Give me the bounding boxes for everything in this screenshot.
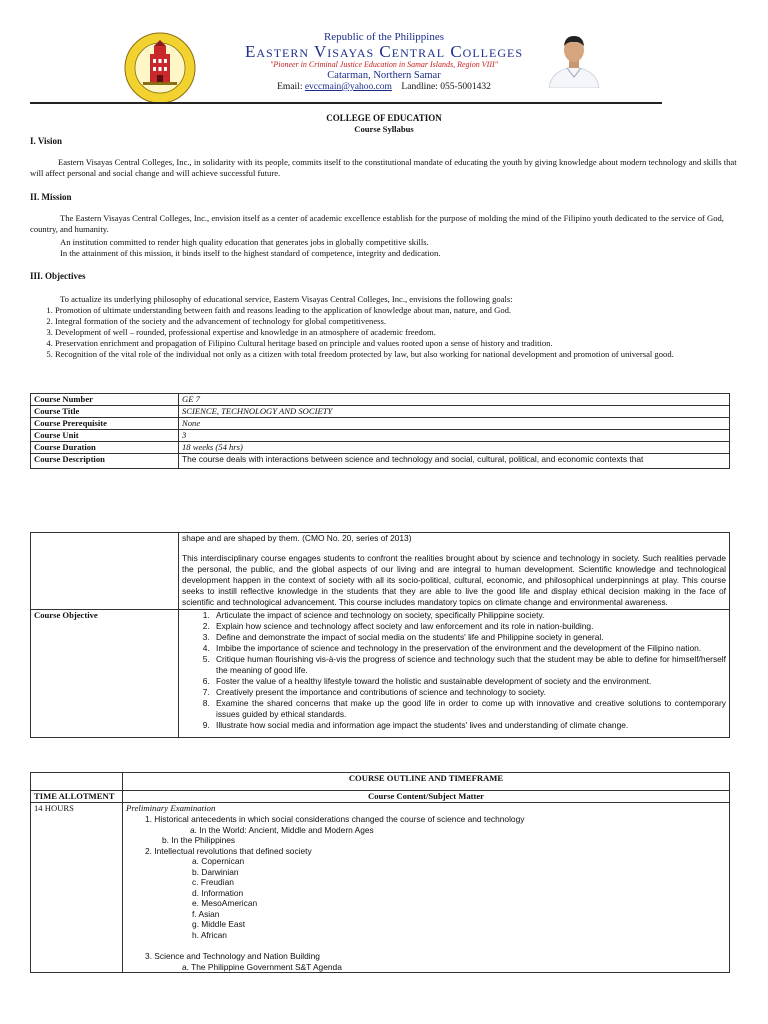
topic-2-item: h. African [192, 929, 227, 940]
course-prereq: None [179, 418, 730, 430]
topic-2-item: b. Darwinian [192, 866, 239, 877]
course-unit: 3 [179, 430, 730, 442]
topic-1: 1. Historical antecedents in which social considerations changed the course of science and technology [145, 814, 525, 824]
topic-2-item: f. Asian [192, 908, 220, 919]
table-row [31, 803, 730, 973]
table-row [31, 533, 730, 610]
course-description-label: Course Description [31, 454, 179, 469]
topic-2-item: a. Copernican [192, 856, 245, 866]
course-info-continued-table [30, 532, 730, 738]
course-duration: 18 weeks (54 hrs) [179, 442, 730, 454]
vision-heading: I. Vision [30, 136, 63, 146]
course-objective-item: 5. Critique human flourishing vis-à-vis the progress of science and technology such that the student may be able to define for himself/herself the meaning of good life. [212, 654, 726, 676]
time-allotment-label: TIME ALLOTMENT [31, 791, 123, 803]
course-title: SCIENCE, TECHNOLOGY AND SOCIETY [179, 406, 730, 418]
objectives-list [30, 305, 763, 360]
contact-line [0, 82, 768, 92]
course-number: GE 7 [179, 394, 730, 406]
topic-2-item: e. MesoAmerican [192, 898, 258, 908]
course-description-cell [179, 533, 730, 610]
table-row [31, 442, 730, 454]
topic-2-item: d. Information [192, 887, 244, 898]
course-unit-label: Course Unit [31, 430, 179, 442]
republic-line: Republic of the Philippines [323, 31, 445, 43]
table-row [31, 394, 730, 406]
portrait-photo [541, 30, 607, 88]
mission-heading: II. Mission [30, 192, 72, 202]
course-prereq-label: Course Prerequisite [31, 418, 179, 430]
objective-item: 5. Recognition of the vital role of the individual not only as a citizen with total freedom protected by law, but also working for national development and promotion of universal good. [55, 349, 763, 360]
mission-paragraph-2: An institution committed to render high quality education that generates jobs in globally competitive skills. [60, 237, 429, 247]
course-title-label: Course Title [31, 406, 179, 418]
table-row [31, 430, 730, 442]
table-row [31, 610, 730, 738]
content-cell [123, 803, 730, 973]
course-objective-item: 3. Define and demonstrate the impact of social media on the students' life and Philippine society in general. [212, 632, 726, 643]
course-objective-item: 1. Articulate the impact of science and technology on society, specifically Philippine society. [212, 610, 726, 621]
topic-2-item: g. Middle East [192, 919, 246, 929]
course-objectives-cell [179, 610, 730, 738]
table-row [31, 406, 730, 418]
topic-3: 3. Science and Technology and Nation Building [145, 951, 320, 961]
course-objective-item: 2. Explain how science and technology affect society and law enforcement and its role in nation-building. [212, 621, 726, 632]
school-tagline: "Pioneer in Criminal Justice Education in Samar Islands, Region VIII" [269, 60, 499, 69]
course-info-table [30, 393, 730, 469]
course-description-line: The course deals with interactions between science and technology and social, cultural, political, and economic contexts that [179, 454, 730, 469]
objectives-heading: III. Objectives [30, 271, 86, 281]
school-name: Eastern Visayas Central Colleges [244, 42, 523, 61]
course-objective-item: 4. Imbibe the importance of science and technology in the preservation of the environment and the development of the Filipino nation. [212, 643, 726, 654]
course-objective-label: Course Objective [31, 610, 179, 738]
table-row [31, 791, 730, 803]
empty-cell [31, 773, 123, 791]
landline: Landline: 055-5001432 [401, 82, 491, 92]
table-row [31, 418, 730, 430]
topic-1b: b. In the Philippines [162, 835, 236, 845]
topic-2-item: c. Freudian [192, 877, 234, 887]
content-label: Course Content/Subject Matter [123, 791, 730, 803]
objective-item: 2. Integral formation of the society and the advancement of technology for global competitiveness. [55, 316, 763, 327]
outline-header: COURSE OUTLINE AND TIMEFRAME [123, 773, 730, 791]
mission-paragraph-3: In the attainment of this mission, it binds itself to the highest standard of competence, integrity and dedication. [60, 248, 441, 258]
topic-2: 2. Intellectual revolutions that defined society [145, 845, 312, 856]
exam-title: Preliminary Examination [126, 803, 216, 813]
table-row [31, 773, 730, 791]
table-row [31, 454, 730, 469]
course-objective-item: 8. Examine the shared concerns that make up the good life in order to come up with innovative and creative solutions to contemporary issues guided by ethical standards. [212, 698, 726, 720]
school-address: Catarman, Northern Samar [327, 70, 441, 81]
objective-item: 4. Preservation enrichment and propagation of Filipino Cultural heritage based on principle and values rooted upon a sense of history and tradition. [55, 338, 763, 349]
email-label: Email: [277, 82, 303, 92]
objective-item: 3. Development of well – rounded, professional expertise and knowledge in an atmosphere of academic freedom. [55, 327, 763, 338]
course-duration-label: Course Duration [31, 442, 179, 454]
course-number-label: Course Number [31, 394, 179, 406]
topic-1a: a. In the World: Ancient, Middle and Modern Ages [190, 824, 374, 835]
course-description-continued: shape and are shaped by them. (CMO No. 20, series of 2013) [182, 533, 412, 543]
syllabus-subtitle: Course Syllabus [354, 124, 414, 134]
course-objective-item: 9. Illustrate how social media and information age impact the students' lives and understanding of climate change. [212, 720, 726, 731]
topic-3a: a. The Philippine Government S&T Agenda [182, 961, 342, 972]
course-objective-item: 7. Creatively present the importance and contributions of science and technology to society. [212, 687, 726, 698]
header-divider [30, 102, 662, 104]
time-allotment: 14 HOURS [31, 803, 123, 973]
course-description-paragraph: This interdisciplinary course engages students to confront the realities brought about by science and technology in society. Such realities pervade the personal, the public, and the global aspects of our living and are integral to human development. Scientific knowledge and technological development happen in the context of society with all its socio-political, cultural, economic, and philosophical underpinnings at play. This course seeks to instill reflective knowledge in the students that they are able to live the good life and display ethical decision making in the face of scientific and technological advancement. This course includes mandatory topics on climate change and environmental awareness. [182, 553, 726, 607]
empty-cell [31, 533, 179, 610]
course-outline-table [30, 772, 730, 973]
objectives-intro: To actualize its underlying philosophy of educational service, Eastern Visayas Central Colleges, Inc., envisions the following goals: [60, 294, 513, 304]
mission-paragraph-1: The Eastern Visayas Central Colleges, Inc., envision itself as a center of academic excellence establish for the purpose of molding the mind of the Filipino youth dedicated to the service of God, country, and humanity. [30, 213, 724, 234]
email-link[interactable]: evccmain@yahoo.com [304, 82, 392, 92]
course-objective-item: 6. Foster the value of a healthy lifestyle toward the holistic and sustainable development of society and the environment. [212, 676, 726, 687]
college-title: COLLEGE OF EDUCATION [326, 113, 442, 123]
vision-text: Eastern Visayas Central Colleges, Inc., in solidarity with its people, commits itself to the constitutional mandate of educating the youth by giving knowledge about modern technology and skills that will affect personal and social change and will achieve successful future. [30, 157, 737, 178]
objective-item: 1. Promotion of ultimate understanding between faith and reasons leading to the application of knowledge about man, nature, and God. [55, 305, 763, 316]
course-objectives-list [182, 610, 726, 731]
